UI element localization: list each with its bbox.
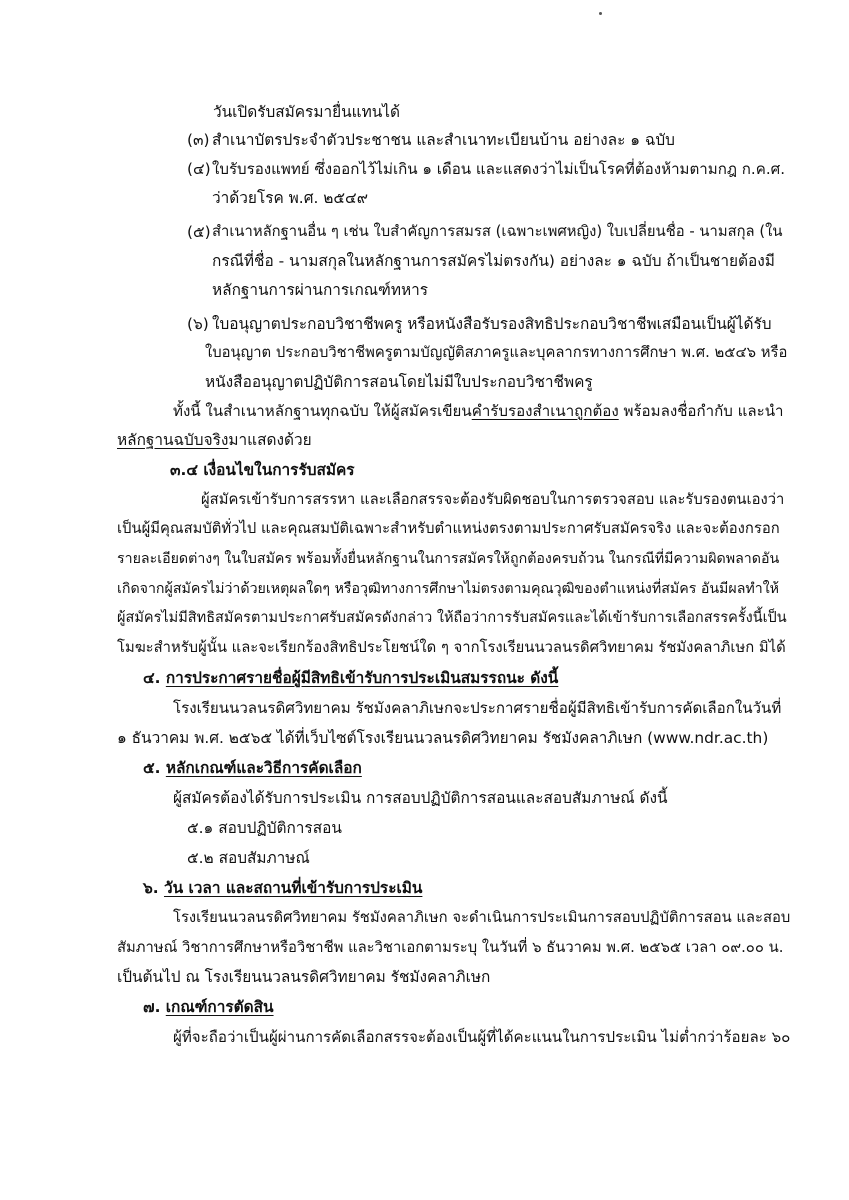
item-5-line: หลักฐานการผ่านการเกณฑ์ทหาร bbox=[212, 281, 429, 299]
note-text: พร้อมลงชื่อกำกับ และนำ bbox=[618, 402, 784, 420]
item-3-line: สำเนาบัตรประจำตัวประชาชน และสำเนาทะเบียนบ้าน อย่างละ ๑ ฉบับ bbox=[212, 131, 675, 149]
continuation-line: วันเปิดรับสมัครมายื่นแทนได้ bbox=[213, 103, 400, 121]
section-3-4-line: ผู้สมัครเข้ารับการสรรหา และเลือกสรรจะต้องรับผิดชอบในการตรวจสอบ และรับรองตนเองว่า bbox=[201, 491, 785, 508]
section-4-heading bbox=[143, 667, 558, 689]
scan-speck bbox=[599, 12, 602, 15]
section-7-title: เกณฑ์การตัดสิน bbox=[165, 998, 274, 1016]
section-4-line: โรงเรียนนวลนรดิศวิทยาคม รัชมังคลาภิเษกจะประกาศรายชื่อผู้มีสิทธิเข้ารับการคัดเลือกในวันที่ bbox=[173, 699, 782, 717]
section-4-line: ๑ ธันวาคม พ.ศ. ๒๕๖๕ ได้ที่เว็บไซต์โรงเรียนนวลนรดิศวิทยาคม รัชมังคลาภิเษก (www.ndr.ac.th) bbox=[117, 729, 769, 747]
section-7-line: ผู้ที่จะถือว่าเป็นผู้ผ่านการคัดเลือกสรรจะต้องเป็นผู้ที่ได้คะแนนในการประเมิน ไม่ต่ำกว่าร้อยละ ๖๐ bbox=[173, 1028, 791, 1046]
item-6-line: ใบอนุญาตประกอบวิชาชีพครู หรือหนังสือรับรองสิทธิประกอบวิชาชีพเสมือนเป็นผู้ได้รับ bbox=[212, 315, 772, 333]
section-4-title: การประกาศรายชื่อผู้มีสิทธิเข้ารับการประเมินสมรรถนะ ดังนี้ bbox=[165, 669, 559, 687]
item-5-number: (๕) bbox=[187, 223, 211, 241]
section-3-4-heading: ๓.๔ เงื่อนไขในการรับสมัคร bbox=[170, 461, 355, 479]
item-6-line: หนังสืออนุญาตปฏิบัติการสอนโดยไม่มีใบประกอบวิชาชีพครู bbox=[205, 373, 593, 391]
item-6-number: (๖) bbox=[187, 315, 209, 333]
item-4-number: (๔) bbox=[187, 160, 211, 178]
section-7-number: ๗. bbox=[143, 998, 161, 1016]
section-6-number: ๖. bbox=[143, 879, 159, 897]
section-6-line: โรงเรียนนวลนรดิศวิทยาคม รัชมังคลาภิเษก จะดำเนินการประเมินการสอบปฏิบัติการสอน และสอบ bbox=[173, 909, 791, 926]
note-line bbox=[173, 400, 784, 422]
item-3-number: (๓) bbox=[187, 131, 210, 149]
item-5-line: กรณีที่ชื่อ - นามสกุลในหลักฐานการสมัครไม่ตรงกัน) อย่างละ ๑ ฉบับ ถ้าเป็นชายต้องมี bbox=[212, 252, 775, 270]
section-4-number: ๔. bbox=[143, 669, 161, 687]
note-underlined-original: หลักฐานฉบับจริง bbox=[117, 431, 229, 449]
section-3-4-line: เป็นผู้มีคุณสมบัติทั่วไป และคุณสมบัติเฉพาะสำหรับตำแหน่งตรงตามประกาศรับสมัครจริง และจะต้องกรอก bbox=[117, 520, 780, 537]
note-line bbox=[117, 429, 312, 451]
note-underlined-certify: คำรับรองสำเนาถูกต้อง bbox=[471, 402, 619, 420]
item-6-line: ใบอนุญาต ประกอบวิชาชีพครูตามบัญญัติสภาครูและบุคลากรทางการศึกษา พ.ศ. ๒๕๔๖ หรือ bbox=[205, 344, 788, 361]
section-3-4-line: โมฆะสำหรับผู้นั้น และจะเรียกร้องสิทธิประโยชน์ใด ๆ จากโรงเรียนนวลนรดิศวิทยาคม รัชมังคลาภิเษก มิได้ bbox=[117, 639, 786, 656]
section-6-title: วัน เวลา และสถานที่เข้ารับการประเมิน bbox=[163, 879, 423, 897]
section-3-4-line: เกิดจากผู้สมัครไม่ว่าด้วยเหตุผลใดๆ หรือวุฒิทางการศึกษาไม่ตรงตามคุณวุฒิของตำแหน่งที่สมัคร อันมีผลทำให้ bbox=[117, 581, 780, 597]
section-5-heading bbox=[143, 757, 362, 779]
item-4-line: ใบรับรองแพทย์ ซึ่งออกไว้ไม่เกิน ๑ เดือน และแสดงว่าไม่เป็นโรคที่ต้องห้ามตามกฎ ก.ค.ศ. bbox=[212, 160, 786, 178]
section-5-sub: ๕.๒ สอบสัมภาษณ์ bbox=[187, 849, 310, 867]
item-4-line: ว่าด้วยโรค พ.ศ. ๒๕๔๙ bbox=[212, 189, 368, 207]
section-6-heading bbox=[143, 877, 422, 899]
section-5-intro: ผู้สมัครต้องได้รับการประเมิน การสอบปฏิบัติการสอนและสอบสัมภาษณ์ ดังนี้ bbox=[173, 789, 668, 807]
item-5-line: สำเนาหลักฐานอื่น ๆ เช่น ใบสำคัญการสมรส (เฉพาะเพศหญิง) ใบเปลี่ยนชื่อ - นามสกุล (ใน bbox=[212, 223, 783, 240]
section-6-line: เป็นต้นไป ณ โรงเรียนนวลนรดิศวิทยาคม รัชมังคลาภิเษก bbox=[117, 968, 491, 986]
note-text: ทั้งนี้ ในสำเนาหลักฐานทุกฉบับ ให้ผู้สมัครเขียน bbox=[173, 402, 472, 420]
section-5-sub: ๕.๑ สอบปฏิบัติการสอน bbox=[187, 819, 342, 837]
section-3-4-line: รายละเอียดต่างๆ ในใบสมัคร พร้อมทั้งยื่นหลักฐานในการสมัครให้ถูกต้องครบถ้วน ในกรณีที่มีความผิดพลาดอัน bbox=[117, 551, 780, 567]
section-6-line: สัมภาษณ์ วิชาการศึกษาหรือวิชาชีพ และวิชาเอกตามระบุ ในวันที่ ๖ ธันวาคม พ.ศ. ๒๕๖๕ เวลา ๐๙.๐๐ น. bbox=[117, 939, 784, 956]
section-5-title: หลักเกณฑ์และวิธีการคัดเลือก bbox=[165, 759, 362, 777]
note-text: มาแสดงด้วย bbox=[228, 431, 312, 449]
section-7-heading bbox=[143, 996, 274, 1018]
section-5-number: ๕. bbox=[143, 759, 161, 777]
section-3-4-line: ผู้สมัครไม่มีสิทธิสมัครตามประกาศรับสมัครดังกล่าว ให้ถือว่าการรับสมัครและได้เข้ารับการเลือกสรรครั้งนี้เป็น bbox=[117, 610, 787, 626]
